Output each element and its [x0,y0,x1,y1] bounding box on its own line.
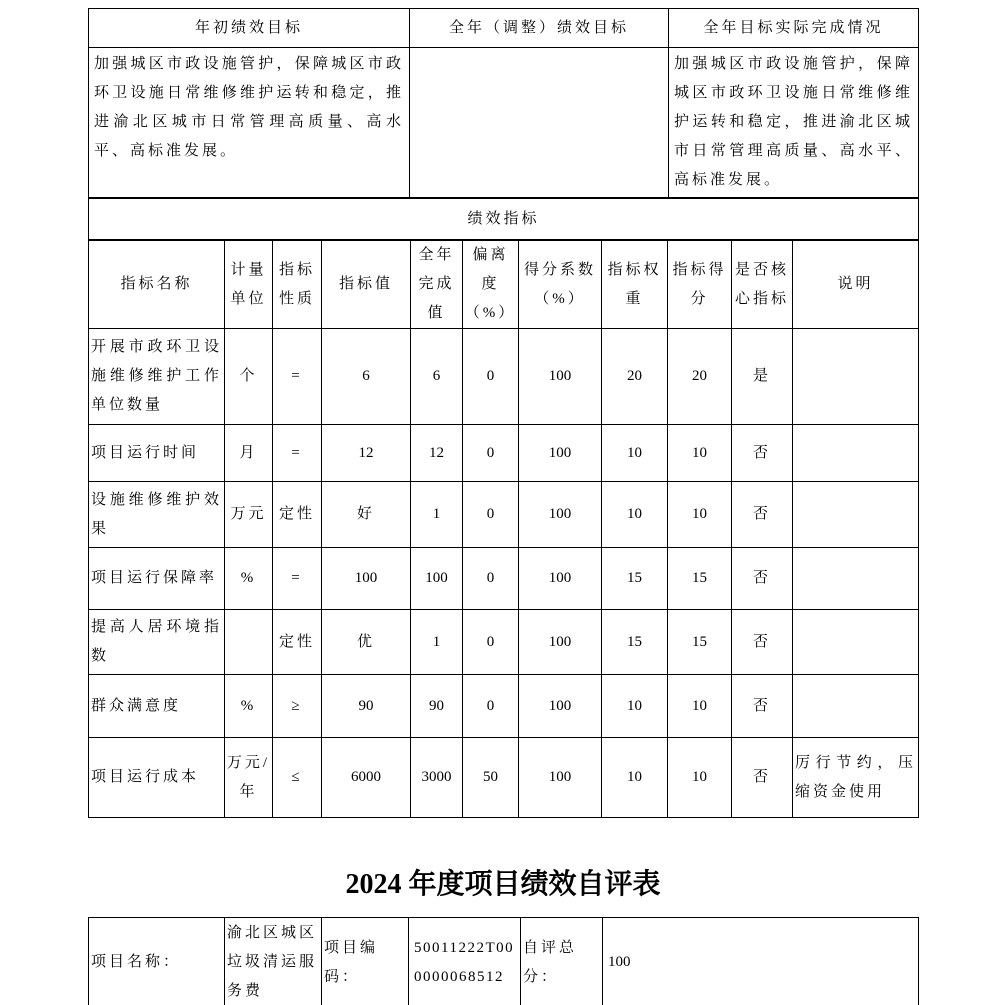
cell-core: 否 [732,548,793,610]
cell-nature: ≤ [273,738,322,818]
col-header-completed: 全年完成值 [411,241,463,329]
col-header-name: 指标名称 [89,241,225,329]
col-header-nature: 指标性质 [273,241,322,329]
goals-actual-text: 加强城区市政设施管护，保障城区市政环卫设施日常维修维护运转和稳定，推进渝北区城市日常管理高质量、高水平、高标准发展。 [669,48,919,198]
cell-name: 项目运行时间 [89,425,225,482]
cell-unit: 万元 [225,482,273,548]
col-header-coefficient: 得分系数（%） [519,241,602,329]
goals-table [88,8,919,198]
cell-core: 否 [732,482,793,548]
cell-target: 好 [322,482,411,548]
cell-nature: = [273,548,322,610]
cell-note [793,548,919,610]
goals-header-initial: 年初绩效目标 [89,9,410,48]
cell-deviation: 0 [463,548,519,610]
cell-name: 设施维修维护效果 [89,482,225,548]
cell-nature: 定性 [273,610,322,675]
cell-nature: 定性 [273,482,322,548]
cell-coefficient: 100 [519,329,602,425]
cell-unit: % [225,675,273,738]
cell-name: 群众满意度 [89,675,225,738]
goals-header-row [89,9,919,48]
indicator-table [88,240,919,818]
selfeval-project-code-value: 50011222T000000068512 [409,918,521,1005]
cell-coefficient: 100 [519,425,602,482]
indicator-row [89,675,919,738]
selfeval-table [88,917,919,1005]
cell-weight: 10 [602,482,668,548]
cell-core: 是 [732,329,793,425]
indicator-row [89,610,919,675]
col-header-core: 是否核心指标 [732,241,793,329]
col-header-weight: 指标权重 [602,241,668,329]
selfeval-title: 2024 年度项目绩效自评表 [345,869,661,900]
cell-deviation: 0 [463,425,519,482]
cell-note [793,329,919,425]
cell-target: 优 [322,610,411,675]
indicator-row [89,738,919,818]
indicator-section-row [89,199,919,240]
cell-completed: 6 [411,329,463,425]
cell-coefficient: 100 [519,738,602,818]
cell-core: 否 [732,610,793,675]
selfeval-project-code-label: 项目编码： [322,918,409,1005]
cell-score: 15 [668,610,732,675]
cell-score: 10 [668,675,732,738]
goals-content-row [89,48,919,198]
cell-name: 开展市政环卫设施维修维护工作单位数量 [89,329,225,425]
selfeval-total-score-label: 自评总分： [521,918,603,1005]
cell-weight: 15 [602,610,668,675]
selfeval-project-name-label: 项目名称： [89,918,225,1005]
goals-initial-text: 加强城区市政设施管护，保障城区市政环卫设施日常维修维护运转和稳定，推进渝北区城市日常管理高质量、高水平、高标准发展。 [89,48,410,198]
cell-coefficient: 100 [519,610,602,675]
cell-deviation: 0 [463,482,519,548]
cell-score: 10 [668,482,732,548]
goals-header-adjusted: 全年（调整）绩效目标 [410,9,669,48]
cell-note [793,425,919,482]
cell-coefficient: 100 [519,548,602,610]
cell-unit: 万元/年 [225,738,273,818]
cell-unit [225,610,273,675]
cell-core: 否 [732,738,793,818]
col-header-deviation: 偏离度（%） [463,241,519,329]
cell-weight: 10 [602,738,668,818]
cell-score: 10 [668,738,732,818]
cell-deviation: 0 [463,675,519,738]
cell-note [793,610,919,675]
indicator-section-title: 绩效指标 [89,199,919,240]
cell-target: 6000 [322,738,411,818]
cell-name: 项目运行成本 [89,738,225,818]
cell-target: 90 [322,675,411,738]
cell-target: 100 [322,548,411,610]
cell-deviation: 0 [463,329,519,425]
cell-target: 12 [322,425,411,482]
cell-coefficient: 100 [519,675,602,738]
cell-name: 提高人居环境指数 [89,610,225,675]
cell-coefficient: 100 [519,482,602,548]
indicator-row [89,425,919,482]
col-header-target: 指标值 [322,241,411,329]
cell-completed: 3000 [411,738,463,818]
cell-completed: 1 [411,610,463,675]
cell-weight: 10 [602,675,668,738]
cell-nature: ≥ [273,675,322,738]
cell-unit: 月 [225,425,273,482]
indicator-row [89,482,919,548]
cell-core: 否 [732,675,793,738]
cell-note [793,675,919,738]
cell-completed: 100 [411,548,463,610]
cell-unit: % [225,548,273,610]
indicator-row [89,329,919,425]
cell-score: 20 [668,329,732,425]
goals-adjusted-text [410,48,669,198]
selfeval-project-name-value: 渝北区城区垃圾清运服务费 [225,918,322,1005]
cell-core: 否 [732,425,793,482]
cell-weight: 10 [602,425,668,482]
selfeval-total-score-value: 100 [603,918,919,1005]
col-header-note: 说明 [793,241,919,329]
cell-deviation: 0 [463,610,519,675]
cell-score: 10 [668,425,732,482]
cell-unit: 个 [225,329,273,425]
cell-deviation: 50 [463,738,519,818]
cell-target: 6 [322,329,411,425]
cell-nature: = [273,329,322,425]
selfeval-row [89,918,919,1005]
cell-completed: 12 [411,425,463,482]
indicator-row [89,548,919,610]
cell-nature: = [273,425,322,482]
indicator-section-banner [88,198,919,240]
cell-note: 厉行节约，压缩资金使用 [793,738,919,818]
cell-note [793,482,919,548]
cell-completed: 1 [411,482,463,548]
col-header-score: 指标得分 [668,241,732,329]
cell-weight: 15 [602,548,668,610]
indicator-header-row [89,241,919,329]
col-header-unit: 计量单位 [225,241,273,329]
cell-completed: 90 [411,675,463,738]
cell-score: 15 [668,548,732,610]
cell-weight: 20 [602,329,668,425]
goals-header-actual: 全年目标实际完成情况 [669,9,919,48]
cell-name: 项目运行保障率 [89,548,225,610]
